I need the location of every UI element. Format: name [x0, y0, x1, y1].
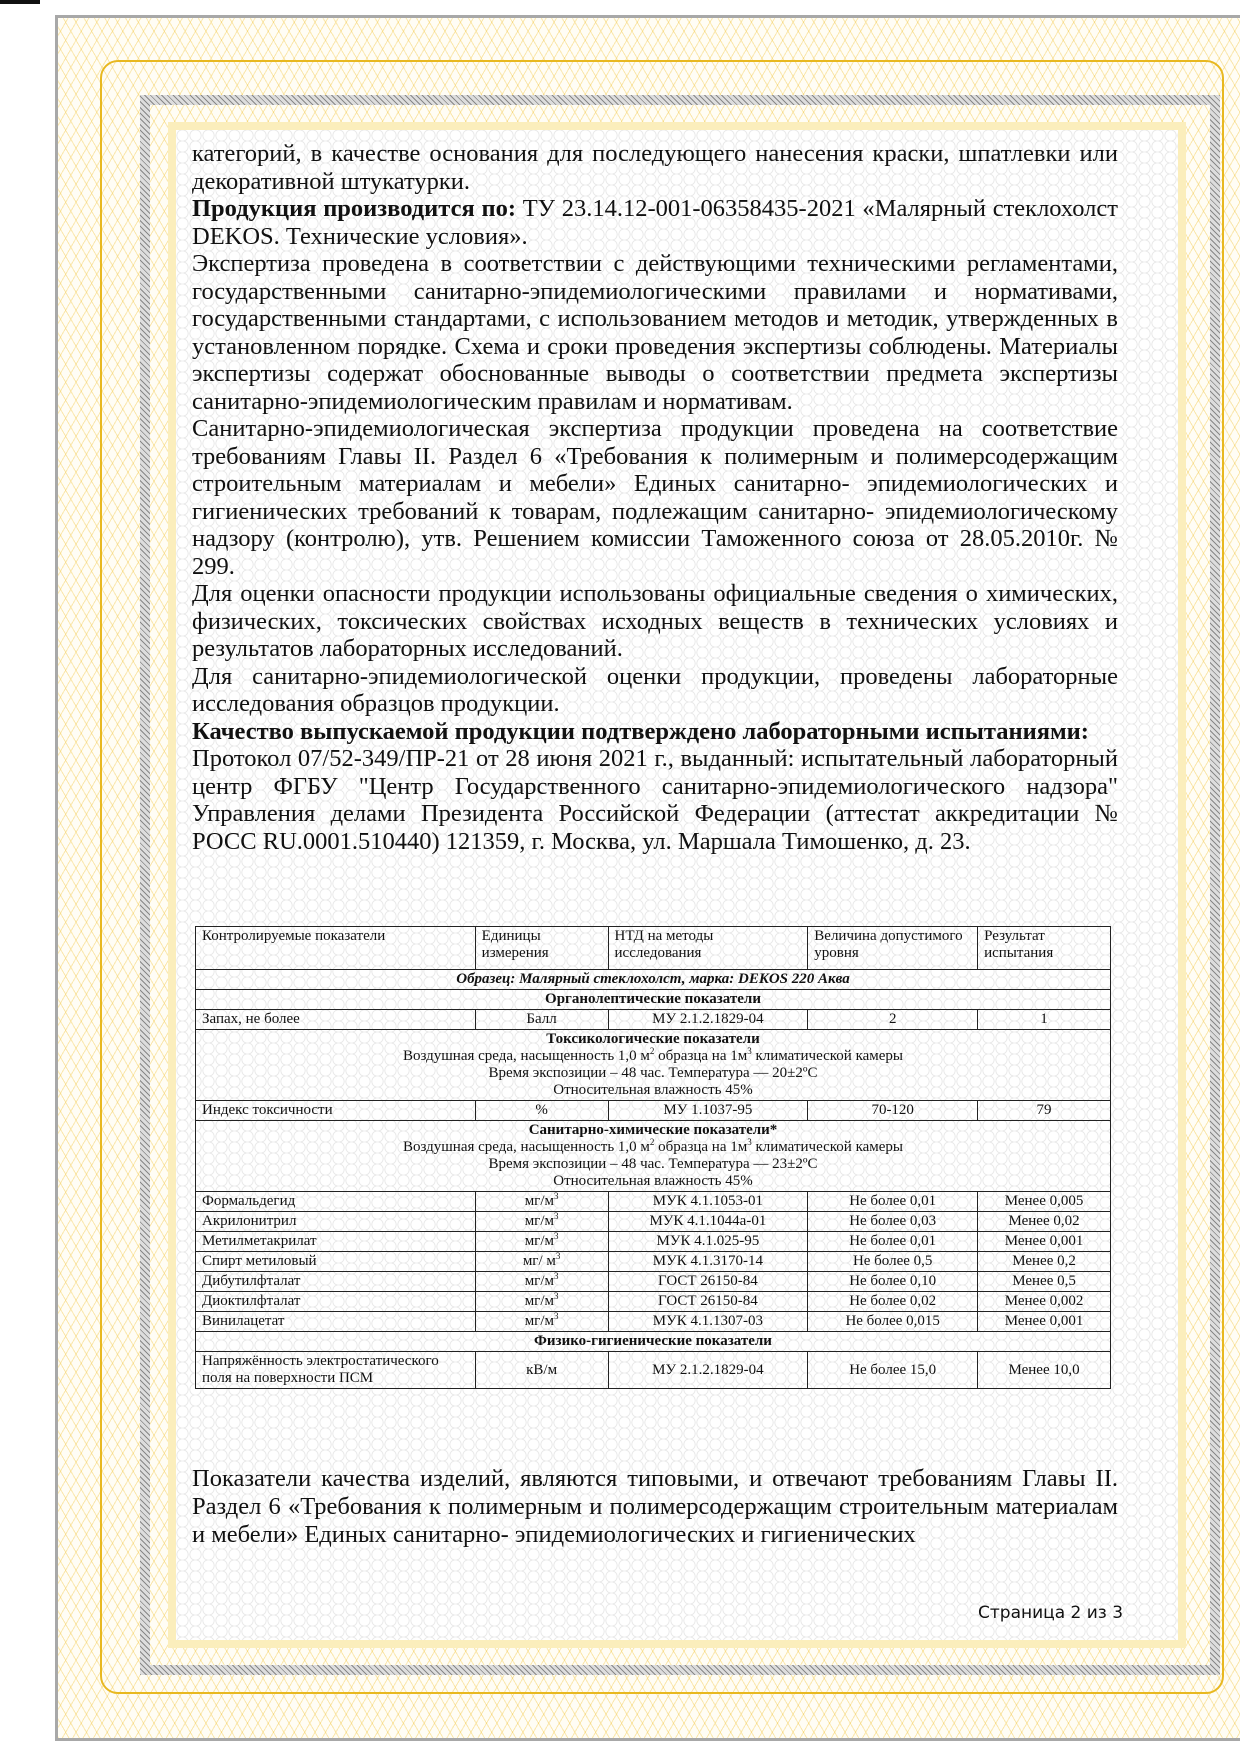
superscript: 3	[555, 1251, 561, 1261]
cell-limit: Не более 15,0	[808, 1352, 978, 1389]
cell-unit	[475, 1252, 608, 1272]
cell-result: 79	[978, 1101, 1111, 1121]
table-row	[196, 1010, 1111, 1030]
cell-limit: Не более 0,10	[808, 1272, 978, 1292]
cell-method: МУК 4.1.1053-01	[608, 1192, 808, 1212]
cell-method: МУК 4.1.3170-14	[608, 1252, 808, 1272]
paragraph-application: категорий, в качестве основания для последующего нанесения краски, шпатлевки или декоративной штукатурки.	[192, 140, 1118, 195]
unit-text: мг/м	[524, 1293, 554, 1309]
test-condition	[202, 1048, 1104, 1065]
sample-title: Образец: Малярный стеклохолст, марка: DEKOS 220 Аква	[196, 970, 1111, 990]
page-number: Страница 2 из 3	[978, 1603, 1124, 1623]
header-cell: Результат испытания	[978, 927, 1111, 970]
superscript: 3	[554, 1311, 559, 1321]
closing-text	[192, 1465, 1118, 1549]
label-manufactured-by: Продукция производится по:	[192, 195, 516, 222]
unit-text: мг/м	[524, 1233, 554, 1249]
header-cell: НТД на методы исследования	[608, 927, 808, 970]
table-row	[196, 1212, 1111, 1232]
section-row	[196, 1121, 1111, 1192]
cell-indicator: Формальдегид	[196, 1192, 476, 1212]
paragraph-expertise: Экспертиза проведена в соответствии с действующими техническими регламентами, государственными санитарно-эпидемиологическими правилами и нормативами, государственными стандартами, с использованием методов и методик, утвержденных в установленном порядке. Схема и сроки проведения экспертизы соблюдены. Материалы экспертизы содержат обоснованные выводы о соответствии предмета экспертизы санитарно-эпидемиологическим правилам и нормативам.	[192, 250, 1118, 415]
condition-text: климатической камеры	[751, 1048, 904, 1064]
unit-text: мг/ м	[522, 1253, 556, 1269]
cell-limit: Не более 0,015	[808, 1312, 978, 1332]
cell-indicator: Метилметакрилат	[196, 1232, 476, 1252]
paragraph-protocol: Протокол 07/52-349/ПР-21 от 28 июня 2021 г., выданный: испытательный лабораторный центр ФГБУ "Центр Государственного санитарно-эпидемиологического надзора" Управления делами Президента Российской Федерации (аттестат аккредитации № РОСС RU.0001.510440) 121359, г. Москва, ул. Маршала Тимошенко, д. 23.	[192, 745, 1118, 855]
paragraph-quality-heading	[192, 718, 1118, 746]
paragraph-hazard-assessment: Для оценки опасности продукции использованы официальные сведения о химических, физических, токсических свойствах исходных веществ в технических условиях и результатов лабораторных исследований.	[192, 580, 1118, 662]
cell-indicator: Спирт метиловый	[196, 1252, 476, 1272]
cell-indicator: Акрилонитрил	[196, 1212, 476, 1232]
test-results-table	[195, 926, 1111, 1389]
cell-indicator: Напряжённость электростатического поля на поверхности ПСМ	[196, 1352, 476, 1389]
cell-method: МУ 2.1.2.1829-04	[608, 1352, 808, 1389]
condition-text: Воздушная среда, насыщенность 1,0 м	[402, 1139, 650, 1155]
superscript: 3	[554, 1271, 559, 1281]
cell-method: МУК 4.1.025-95	[608, 1232, 808, 1252]
cell-unit	[475, 1232, 608, 1252]
cell-unit	[475, 1272, 608, 1292]
table-row	[196, 1312, 1111, 1332]
cell-unit	[475, 1212, 608, 1232]
table-row	[196, 1252, 1111, 1272]
test-condition	[202, 1139, 1104, 1156]
unit-text: мг/м	[524, 1193, 554, 1209]
cell-result: Менее 0,02	[978, 1212, 1111, 1232]
unit-text: мг/м	[524, 1213, 554, 1229]
cell-result: Менее 0,2	[978, 1252, 1111, 1272]
section-title: Санитарно-химические показатели*	[528, 1122, 778, 1138]
section-row	[196, 1332, 1111, 1352]
paragraph-lab-studies: Для санитарно-эпидемиологической оценки продукции, проведены лабораторные исследования образцов продукции.	[192, 662, 1118, 717]
test-condition: Относительная влажность 45%	[553, 1173, 753, 1189]
section-row	[196, 990, 1111, 1010]
section-title: Токсикологические показатели	[546, 1031, 760, 1047]
superscript: 3	[554, 1291, 559, 1301]
scan-corner-mark	[0, 0, 40, 4]
spec-reference: ТУ 23.14.12-001-06358435-2021 «Малярный стеклохолст DEKOS. Технические условия».	[192, 195, 1118, 250]
cell-result: Менее 10,0	[978, 1352, 1111, 1389]
condition-text: образца на 1м	[654, 1048, 748, 1064]
cell-result: Менее 0,5	[978, 1272, 1111, 1292]
cell-result: 1	[978, 1010, 1111, 1030]
table-row	[196, 1192, 1111, 1212]
cell-indicator: Дибутилфталат	[196, 1272, 476, 1292]
section-physical-hygienic: Физико-гигиенические показатели	[196, 1332, 1111, 1352]
cell-limit: Не более 0,5	[808, 1252, 978, 1272]
cell-result: Менее 0,005	[978, 1192, 1111, 1212]
table-row	[196, 1352, 1111, 1389]
table-row	[196, 1272, 1111, 1292]
cell-limit: 70-120	[808, 1101, 978, 1121]
superscript: 3	[554, 1191, 559, 1201]
header-cell: Контролируемые показатели	[196, 927, 476, 970]
cell-unit	[475, 1292, 608, 1312]
cell-limit: Не более 0,01	[808, 1192, 978, 1212]
cell-method: МУК 4.1.1044а-01	[608, 1212, 808, 1232]
table-row	[196, 1232, 1111, 1252]
test-condition: Время экспозиции – 48 час. Температура — 20±2ºC	[488, 1065, 818, 1081]
cell-method: ГОСТ 26150-84	[608, 1272, 808, 1292]
table-row	[196, 1292, 1111, 1312]
test-condition: Относительная влажность 45%	[553, 1082, 753, 1098]
section-sanitary-chemical	[196, 1121, 1111, 1192]
cell-unit	[475, 1192, 608, 1212]
cell-indicator: Индекс токсичности	[196, 1101, 476, 1121]
header-cell: Величина допустимого уровня	[808, 927, 978, 970]
cell-unit: %	[475, 1101, 608, 1121]
cell-method: МУК 4.1.1307-03	[608, 1312, 808, 1332]
superscript: 3	[747, 1046, 752, 1056]
superscript: 2	[649, 1046, 655, 1056]
sample-row	[196, 970, 1111, 990]
cell-result: Менее 0,002	[978, 1292, 1111, 1312]
cell-method: МУ 2.1.2.1829-04	[608, 1010, 808, 1030]
paragraph-requirements: Санитарно-эпидемиологическая экспертиза продукции проведена на соответствие требованиям Главы II. Раздел 6 «Требования к полимерным и полимерсодержащим строительным материалам и мебели» Единых санитарно- эпидемиологических и гигиенических требований к товарам, подлежащим санитарно- эпидемиологическому надзору (контролю), утв. Решением комиссии Таможенного союза от 28.05.2010г. № 299.	[192, 415, 1118, 580]
cell-limit: Не более 0,02	[808, 1292, 978, 1312]
unit-text: мг/м	[524, 1273, 554, 1289]
cell-indicator: Винилацетат	[196, 1312, 476, 1332]
cell-result: Менее 0,001	[978, 1312, 1111, 1332]
table-row	[196, 1101, 1111, 1121]
condition-text: образца на 1м	[654, 1139, 748, 1155]
condition-text: климатической камеры	[751, 1139, 904, 1155]
cell-method: МУ 1.1037-95	[608, 1101, 808, 1121]
superscript: 3	[554, 1211, 559, 1221]
document-body	[192, 140, 1118, 855]
section-toxicological	[196, 1030, 1111, 1101]
cell-unit	[475, 1312, 608, 1332]
paragraph-manufactured-by	[192, 195, 1118, 250]
table-header-row	[196, 927, 1111, 970]
condition-text: Воздушная среда, насыщенность 1,0 м	[402, 1048, 650, 1064]
cell-limit: 2	[808, 1010, 978, 1030]
cell-limit: Не более 0,01	[808, 1232, 978, 1252]
cell-unit: Балл	[475, 1010, 608, 1030]
cell-indicator: Запах, не более	[196, 1010, 476, 1030]
header-cell: Единицы измерения	[475, 927, 608, 970]
section-organoleptic: Органолептические показатели	[196, 990, 1111, 1010]
superscript: 3	[747, 1137, 752, 1147]
cell-limit: Не более 0,03	[808, 1212, 978, 1232]
superscript: 2	[649, 1137, 655, 1147]
cell-method: ГОСТ 26150-84	[608, 1292, 808, 1312]
test-condition: Время экспозиции – 48 час. Температура — 23±2ºC	[488, 1156, 818, 1172]
cell-result: Менее 0,001	[978, 1232, 1111, 1252]
cell-unit: кВ/м	[475, 1352, 608, 1389]
superscript: 3	[554, 1231, 559, 1241]
cell-indicator: Диоктилфталат	[196, 1292, 476, 1312]
paragraph-conclusion: Показатели качества изделий, являются типовыми, и отвечают требованиям Главы II. Раздел 6 «Требования к полимерным и полимерсодержащим строительным материалам и мебели» Единых санитарно- эпидемиологических и гигиенических	[192, 1465, 1118, 1548]
section-row	[196, 1030, 1111, 1101]
quality-heading: Качество выпускаемой продукции подтверждено лабораторными испытаниями:	[192, 717, 1089, 745]
unit-text: мг/м	[524, 1313, 554, 1329]
